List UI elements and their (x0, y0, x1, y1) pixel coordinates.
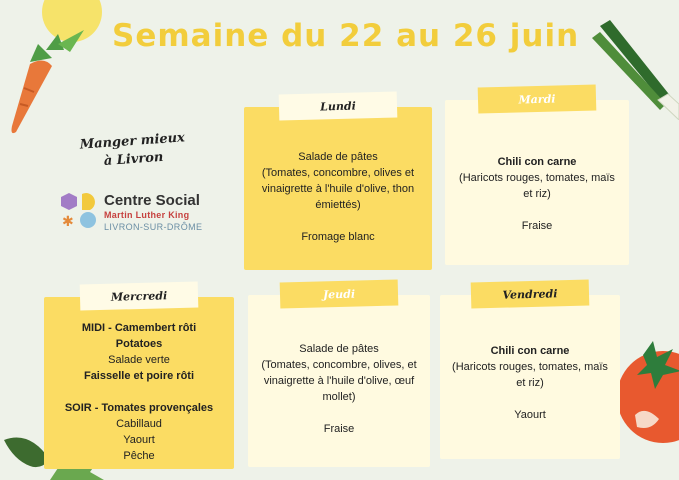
tagline-line-1: Manger mieux (79, 130, 186, 153)
tagline-line-2: à Livron (103, 149, 164, 170)
menu-item: Chili con carne (490, 345, 570, 357)
centre-social-logo (104, 192, 224, 233)
menu-item: MIDI - Camembert rôti (81, 322, 197, 334)
menu-item: (Haricots rouges, tomates, maïs et riz) (452, 361, 608, 389)
centre-social-logo-icon (60, 192, 100, 232)
menu-jeudi (256, 341, 422, 437)
menu-item: Fraise (521, 220, 553, 232)
menu-item: Cabillaud (116, 418, 162, 430)
menu-item: (Haricots rouges, tomates, maïs et riz) (459, 172, 615, 200)
tape-mercredi (80, 281, 199, 310)
menu-item: (Tomates, concombre, olives et vinaigrette à l'huile d'olive, thon émiettés) (261, 167, 415, 211)
day-label-jeudi: Jeudi (322, 287, 356, 301)
menu-item: Pêche (123, 450, 155, 462)
menu-item: Potatoes (115, 338, 163, 350)
menu-item: Chili con carne (497, 156, 577, 168)
day-label-mercredi: Mercredi (110, 288, 168, 304)
card-vendredi (440, 286, 620, 459)
logo-name: Centre Social (104, 192, 200, 209)
menu-item: Faisselle et poire rôti (83, 370, 195, 382)
day-label-vendredi: Vendredi (502, 286, 558, 302)
menu-item: Fraise (323, 423, 355, 435)
tagline (67, 129, 199, 174)
svg-text:✱: ✱ (62, 214, 74, 230)
menu-item: Yaourt (514, 409, 546, 421)
menu-vendredi (448, 343, 612, 423)
page-title: Semaine du 22 au 26 juin (112, 18, 580, 54)
card-jeudi (248, 287, 430, 467)
tape-lundi (279, 91, 398, 120)
menu-item: Fromage blanc (301, 231, 375, 243)
day-label-lundi: Lundi (320, 99, 356, 113)
menu-mardi (453, 154, 621, 234)
logo-subtitle: Martin Luther King (104, 210, 190, 220)
menu-item: (Tomates, concombre, olives, et vinaigrette à l'huile d'olive, œuf mollet) (261, 359, 417, 403)
carrot-illustration (0, 0, 110, 140)
card-mardi (445, 92, 629, 265)
tape-jeudi (280, 279, 399, 308)
logo-city: LIVRON-SUR-DRÔME (104, 222, 203, 232)
day-label-mardi: Mardi (518, 92, 556, 106)
menu-item: SOIR - Tomates provençales (64, 402, 214, 414)
menu-lundi (252, 149, 424, 245)
menu-item: Salade de pâtes (299, 343, 379, 355)
tape-vendredi (471, 279, 590, 308)
menu-item: Yaourt (123, 434, 155, 446)
card-lundi (244, 99, 432, 270)
tape-mardi (478, 84, 597, 113)
menu-item: Salade de pâtes (298, 151, 378, 163)
menu-item: Salade verte (108, 354, 170, 366)
tomato-illustration (615, 335, 679, 455)
menu-mercredi (52, 320, 226, 464)
card-mercredi (44, 288, 234, 469)
